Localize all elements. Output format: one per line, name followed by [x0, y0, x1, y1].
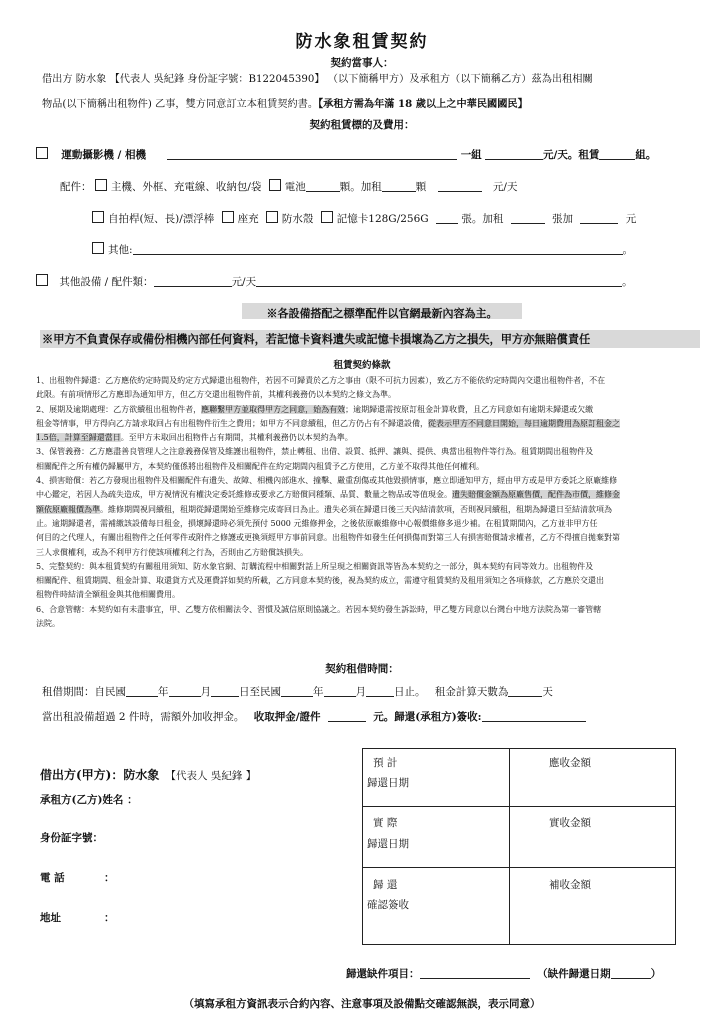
start-day-field[interactable] [211, 685, 239, 697]
other-equipment-label: 其他設備 / 配件類： [59, 276, 154, 288]
term-3-line-2: 相關配件之所有權仍歸屬甲方，本契約僅係將出租物件及相關配件在約定期間內租賃予乙方使用，乙方並不取得其他任何權利。 [36, 461, 484, 471]
terms-body [36, 374, 706, 631]
address-colon: ： [104, 912, 115, 924]
supplementary-amount-label: 補收金額 [549, 879, 591, 891]
term-2-text-a: 2、展期及逾期處理：乙方欲續租出租物件者， [36, 404, 202, 414]
term-6-line-1: 6、合意管轄：本契約如有未盡事宜，甲、乙雙方依相關法令、習慣及誠信原則協議之。若因本契約發生訴訟時，甲乙雙方同意以台灣台中地方法院為第一審管轄 [36, 604, 602, 614]
term-4-highlight-b: 額依原廠報價為準 [36, 504, 100, 514]
other-equipment-end: 。 [622, 276, 633, 288]
term-4-line-1: 4、損害賠償：若乙方發現出租物件及相關配件有遺失、故障、相機內部進水、撞擊、嚴重刮傷或其他毀損情事，應立即通知甲方，經由甲方或是甲方委託之原廠維修 [36, 476, 618, 486]
term-4-text-a: 中心鑑定，若因人為疏失造成，甲方視情況有權決定委託維修或要求乙方賠償同種類、品質、數量之物品或等值現金。 [36, 490, 452, 500]
other-equipment-checkbox[interactable] [36, 274, 48, 286]
missing-items-close: ） [650, 968, 662, 980]
missing-items-date-field[interactable] [611, 967, 651, 979]
received-amount-label: 實收金額 [549, 817, 591, 829]
memory-card-price-field[interactable] [580, 212, 618, 224]
term-4-text-b: 。維修期間視同續租，租期從歸還開始至維修完成寄回日為止。遺失必須在歸還日後三天內結清款項，否則視同續租，租期為歸還日至結清款項為 [100, 504, 612, 514]
end-month-field[interactable] [324, 685, 356, 697]
lender-line [40, 766, 256, 783]
selfie-stick-checkbox[interactable] [92, 211, 104, 223]
phone-colon: ： [104, 872, 115, 884]
table-divider-row-1 [363, 806, 675, 807]
accessories-label: 配件： [60, 181, 92, 193]
dock-charger-checkbox[interactable] [222, 211, 234, 223]
contract-title: 防水象租賃契約 [295, 32, 429, 52]
end-month-unit: 月 [355, 686, 366, 698]
deposit-amount-field[interactable] [328, 710, 366, 722]
term-2-line-2 [36, 417, 706, 431]
term-2-line-3 [36, 431, 706, 445]
return-sign-field[interactable] [482, 710, 586, 722]
notice-standard-accessories: ※各設備搭配之標準配件以官網最新內容為主。 [266, 307, 498, 320]
start-month-field[interactable] [169, 685, 201, 697]
end-year-field[interactable] [281, 685, 313, 697]
camera-unit-3: 組。 [635, 149, 657, 161]
period-from-label: 租借期間：自民國 [42, 686, 126, 698]
memory-card-unit-3: 元 [625, 213, 637, 225]
expected-return-label: 預 計 [373, 757, 398, 769]
term-6-line-2: 法院。 [36, 619, 60, 629]
deposit-row [42, 709, 586, 724]
start-year-field[interactable] [126, 685, 158, 697]
table-divider-vertical [509, 749, 510, 944]
missing-items-field[interactable] [420, 967, 530, 979]
battery-checkbox[interactable] [269, 179, 281, 191]
id-number-label: 身份証字號： [40, 832, 103, 844]
accessory-main-label: 主機、外框、充電線、收納包/袋 [110, 181, 262, 193]
other-equipment-price-field[interactable] [154, 275, 232, 287]
memory-card-label: 記憶卡128G/256G [336, 213, 429, 225]
term-4-line-3 [36, 503, 706, 517]
intro-line-2 [42, 95, 528, 110]
actual-return-label: 實 際 [373, 817, 398, 829]
deposit-note: 當出租設備超過 2 件時，需額外加收押金。 [42, 711, 245, 723]
memory-card-qty-field[interactable] [436, 212, 458, 224]
period-end-label: 日止。 [394, 686, 426, 698]
term-2-highlight-a: 應聯繫甲方並取得甲方之同意，始為有效 [201, 404, 346, 414]
other-accessory-label: 其他: [108, 244, 133, 256]
camera-checkbox[interactable] [36, 147, 48, 159]
battery-qty-field[interactable] [306, 180, 340, 192]
camera-model-field[interactable] [167, 148, 457, 160]
accessories-row-1 [60, 179, 517, 194]
intro-line-1: 借出方 防水象 【代表人 吳紀鋒 身份証字號：B122045390】 （以下簡稱甲方）及承租方（以下簡稱乙方）茲為出租相關 [42, 74, 593, 85]
actual-return-date-label: 歸還日期 [367, 838, 409, 850]
term-2-line-1 [36, 403, 706, 417]
term-1-line-1: 1、出租物件歸還：乙方應依約定時間及約定方式歸還出租物件，若因不可歸責於乙方之事由（限不可抗力因素），致乙方不能依約定時間內交還出租物件者，不在 [36, 376, 606, 385]
term-2-highlight-b: 從表示甲方不同意日開始，每日逾期費用為原訂租金之 [428, 418, 620, 428]
borrow-period-row [42, 684, 553, 699]
address-label: 地址 [40, 912, 61, 924]
rental-items-heading: 契約租賃標的及費用： [309, 119, 415, 131]
other-accessory-end: 。 [622, 244, 634, 256]
memory-card-checkbox[interactable] [321, 211, 333, 223]
other-equipment-unit: 元/天 [231, 276, 257, 288]
accessories-row-3 [92, 242, 633, 257]
other-equipment-row [36, 274, 633, 289]
memory-card-extra-field[interactable] [511, 212, 545, 224]
battery-label: 電池 [284, 181, 306, 193]
period-to-label: 日至民國 [239, 686, 281, 698]
term-3-line-1: 3、保管義務：乙方應盡善良管理人之注意義務保管及維護出租物件，禁止轉租、出借、設質、抵押、讓與、提供、典當出租物件等行為。租賃期間出租物件及 [36, 447, 594, 457]
term-2-text-b: ；逾期歸還需按原訂租金計算收費，且乙方同意如有逾期未歸還或欠繳 [345, 404, 594, 414]
camera-label: 運動攝影機 / 相機 [61, 149, 146, 161]
parties-heading: 契約當事人： [330, 57, 394, 69]
phone-label: 電 話 [40, 872, 65, 884]
term-4-highlight-a: 遺失賠償金額為原廠售價，配件為市價，維修金 [452, 490, 620, 500]
rental-days-field[interactable] [508, 685, 542, 697]
battery-unit-1: 顆。加租 [339, 181, 382, 193]
missing-items-label: 歸還缺件項目： [346, 968, 420, 980]
term-4-line-5: 何目的之代理人，有關出租物件之任何零件或附件之修護或更換須經甲方事前同意。出租物件如發生任何損傷而對第三人有損害賠償請求權者，乙方不得擅自拋棄對第 [36, 533, 620, 543]
rental-days-unit: 天 [542, 686, 553, 698]
missing-items-row [346, 966, 661, 981]
terms-heading: 租賃契約條款 [333, 360, 391, 371]
term-4-line-2 [36, 488, 706, 502]
deposit-label: 收取押金/證件 [253, 711, 321, 723]
battery-extra-field[interactable] [382, 180, 416, 192]
other-accessory-checkbox[interactable] [92, 242, 104, 254]
camera-price-field[interactable] [485, 148, 543, 160]
return-signoff-label: 確認簽收 [367, 899, 409, 911]
camera-unit-1: 一組 [460, 149, 482, 161]
lender-representative: 【代表人 吳紀鋒 】 [165, 770, 257, 782]
battery-unit-2: 顆 [415, 181, 427, 193]
table-divider-row-2 [363, 867, 675, 868]
term-1-line-2: 此限。有前項情形乙方應即為通知甲方，但乙方交還出租物件前，其權利義務仍以本契約之條文為準。 [36, 390, 396, 400]
term-2-highlight-c: 1.5倍，計算至歸還當日 [36, 433, 121, 443]
missing-items-date-label: （缺件歸還日期 [537, 968, 611, 980]
camera-qty-field[interactable] [599, 148, 635, 160]
term-4-line-6: 三人求償權利，或為不利甲方行使該項權利之行為，否則由乙方賠償該損失。 [36, 547, 308, 557]
end-day-field[interactable] [366, 685, 394, 697]
start-year-unit: 年 [158, 686, 169, 698]
battery-price-field[interactable] [438, 180, 482, 192]
battery-unit-3: 元/天 [492, 181, 518, 193]
term-4-line-4: 止。逾期歸還者，需補繳該設備每日租金，損壞歸還時必須先預付 5000 元維修押金，之後依原廠維修中心報價維修多退少補。在租賃期間內，乙方並非甲方任 [36, 518, 598, 528]
end-year-unit: 年 [313, 686, 324, 698]
return-sign-label: 元。歸還(承租方)簽收: [373, 711, 482, 723]
borrow-time-heading: 契約租借時間： [325, 663, 399, 675]
renter-name-label: 承租方(乙方)姓名 ： [40, 794, 138, 806]
return-confirm-label: 歸 還 [373, 879, 398, 891]
other-equipment-field[interactable] [256, 275, 622, 287]
rental-days-label: 租金計算天數為 [434, 686, 509, 698]
waterproof-case-checkbox[interactable] [266, 211, 278, 223]
fee-table [362, 748, 676, 945]
term-5-line-2: 相關配件、租賃期間、租金計算、取還貨方式及運費詳如契約所載，乙方同意本契約後，視為契約成立，需遵守租賃契約及租用須知之各項條款，乙方應於交還出 [36, 576, 604, 586]
camera-row [36, 147, 656, 162]
intro-line-2-text: 物品(以下簡稱出租物件) 乙事，雙方同意訂立本租賃契約書。 [42, 99, 319, 110]
memory-card-unit-1: 張。加租 [461, 213, 504, 225]
camera-unit-2: 元/天。租賃 [543, 149, 600, 161]
footer-agreement-note: （填寫承租方資訊表示合約內容、注意事項及設備點交確認無誤，表示同意） [183, 998, 541, 1010]
accessory-main-checkbox[interactable] [95, 179, 107, 191]
term-5-line-3: 租物件時結清全額租金與其他相關費用。 [36, 590, 180, 600]
lender-label: 借出方(甲方)：防水象 [40, 768, 160, 782]
receivable-amount-label: 應收金額 [549, 757, 591, 769]
accessories-row-2 [92, 211, 636, 226]
waterproof-case-label: 防水殼 [281, 213, 314, 225]
start-month-unit: 月 [200, 686, 211, 698]
selfie-stick-label: 自拍桿(短、長)/漂浮棒 [108, 213, 215, 225]
term-5-line-1: 5、完整契約：與本租賃契約有關租用須知、防水象官網、訂購流程中相關對話上所呈現之相關資訊等皆為本契約之一部分，與本契約有同等效力。出租物件及 [36, 561, 594, 571]
term-2-text-c: 租金等情事，甲方得向乙方請求取回占有出租物件衍生之費用；如甲方不同意續租，但乙方仍占有不歸還設備， [36, 418, 428, 428]
age-requirement: 【承租方需為年滿 18 歲以上之中華民國國民】 [318, 98, 528, 110]
other-accessory-field[interactable] [133, 243, 623, 255]
memory-card-unit-2: 張加 [552, 213, 574, 225]
notice-data-disclaimer: ※甲方不負責保存或備份相機內部任何資料，若記憶卡資料遺失或記憶卡損壞為乙方之損失，甲方亦無賠償責任 [42, 332, 591, 346]
term-2-text-d: 。至甲方未取回出租物件占有期間，其權利義務仍以本契約為準。 [120, 433, 353, 443]
dock-charger-label: 座充 [237, 213, 259, 225]
expected-return-date-label: 歸還日期 [367, 777, 409, 789]
